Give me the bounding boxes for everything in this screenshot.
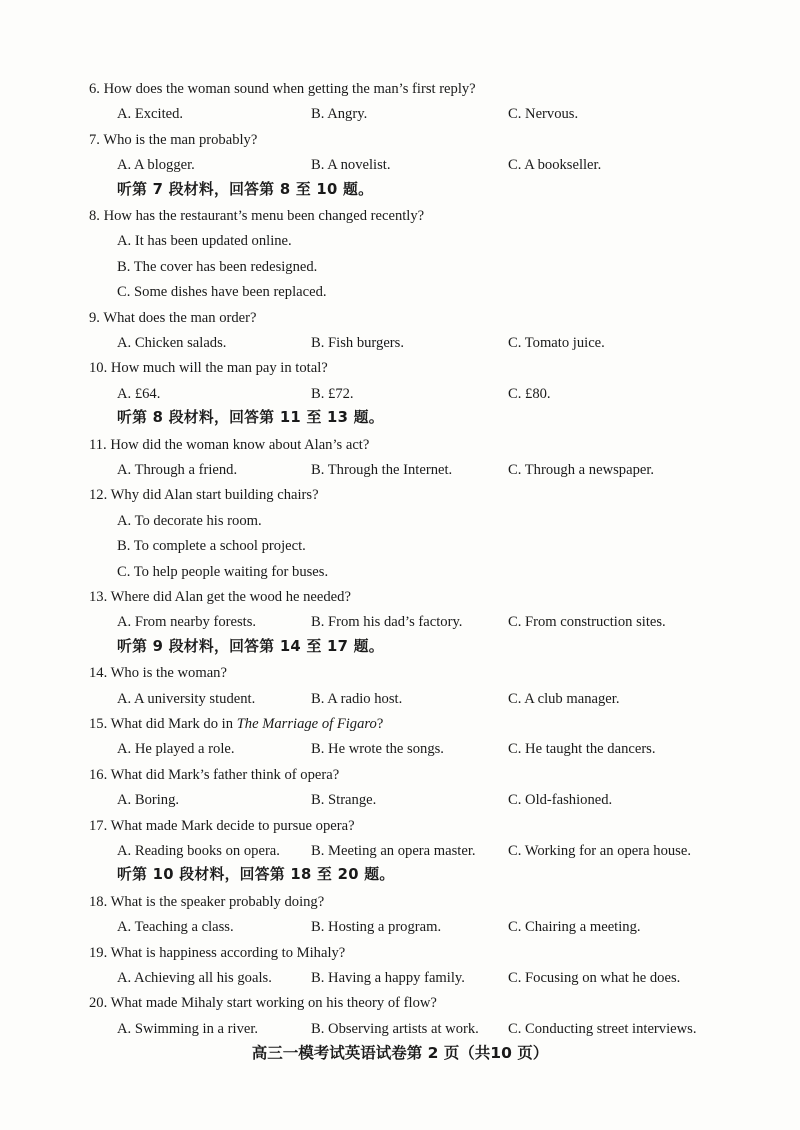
question-text: 20. What made Mihaly start working on his theory of flow? [89,995,437,1012]
answer-option: A. A blogger. [117,157,195,174]
section-instruction: 听第 7 段材料，回答第 8 至 10 题。 [117,180,374,198]
answer-option: A. Teaching a class. [117,919,234,936]
question-text: 19. What is happiness according to Mihaly? [89,944,346,961]
answer-option: B. To complete a school project. [117,538,306,555]
answer-option: C. From construction sites. [508,614,666,631]
answer-option: A. Boring. [117,792,180,809]
question-text: 14. Who is the woman? [89,665,227,682]
answer-option: A. It has been updated online. [117,233,292,250]
answer-option: A. Achieving all his goals. [117,970,272,986]
question-text: 9. What does the man order? [89,309,257,326]
answer-option: A. Through a friend. [117,462,238,478]
answer-option: C. To help people waiting for buses. [117,563,329,580]
answer-option: B. Observing artists at work. [311,1020,479,1037]
page-footer: 高三一模考试英语试卷第 2 页（共10 页） [251,1044,549,1062]
question-text [89,715,383,733]
answer-option: C. A bookseller. [508,157,602,174]
answer-option: B. Through the Internet. [311,462,453,478]
opera-title: The Marriage of Figaro [236,716,377,732]
answer-option: C. Some dishes have been replaced. [117,284,327,301]
answer-option: B. A radio host. [311,690,403,707]
answer-option: C. A club manager. [508,690,620,707]
question-text: 13. Where did Alan get the wood he needed? [89,589,351,605]
answer-option: B. From his dad’s factory. [311,614,463,631]
answer-option: B. Meeting an opera master. [311,843,476,859]
answer-option: A. A university student. [117,690,256,707]
answer-option: B. The cover has been redesigned. [117,258,318,275]
answer-option: C. He taught the dancers. [508,741,656,758]
question-text: 16. What did Mark’s father think of opera? [89,766,340,783]
answer-option: A. He played a role. [117,741,235,758]
answer-option: A. To decorate his room. [117,512,262,529]
answer-option: C. Through a newspaper. [508,462,655,478]
answer-option: B. Hosting a program. [311,919,442,936]
answer-option: C. Working for an opera house. [508,843,691,859]
answer-option: B. £72. [311,385,354,402]
answer-option: A. Excited. [117,106,184,123]
answer-option: A. £64. [117,385,161,402]
question-text: 10. How much will the man pay in total? [89,360,328,377]
answer-option: C. Conducting street interviews. [508,1020,697,1037]
answer-option: C. Old-fashioned. [508,792,613,809]
answer-option: B. A novelist. [311,157,391,174]
section-instruction: 听第 8 段材料，回答第 11 至 13 题。 [117,409,384,427]
question-text: 8. How has the restaurant’s menu been changed recently? [89,208,425,224]
answer-option: C. £80. [508,385,551,402]
answer-option: C. Tomato juice. [508,335,605,351]
question-mark: ? [376,716,384,732]
answer-option: C. Chairing a meeting. [508,919,641,936]
section-instruction: 听第 10 段材料，回答第 18 至 20 题。 [117,866,395,884]
answer-option: A. Swimming in a river. [117,1020,259,1037]
question-text-part: 15. What did Mark do in [89,716,237,732]
answer-option: B. Fish burgers. [311,335,404,351]
question-text: 12. Why did Alan start building chairs? [89,487,319,504]
answer-option: A. Chicken salads. [117,335,227,351]
question-text: 18. What is the speaker probably doing? [89,893,325,910]
answer-option: C. Nervous. [508,106,579,123]
section-instruction: 听第 9 段材料，回答第 14 至 17 题。 [117,637,384,655]
answer-option: B. Strange. [311,792,377,809]
answer-option: B. He wrote the songs. [311,741,444,758]
answer-option: B. Having a happy family. [311,970,465,986]
question-text: 6. How does the woman sound when getting the man’s first reply? [89,81,476,97]
answer-option: C. Focusing on what he does. [508,970,681,986]
question-text: 7. Who is the man probably? [89,131,258,148]
answer-option: B. Angry. [311,106,368,123]
question-text: 11. How did the woman know about Alan’s act? [89,436,370,453]
answer-option: A. From nearby forests. [117,614,257,631]
question-text: 17. What made Mark decide to pursue opera? [89,817,355,834]
answer-option: A. Reading books on opera. [117,843,280,859]
